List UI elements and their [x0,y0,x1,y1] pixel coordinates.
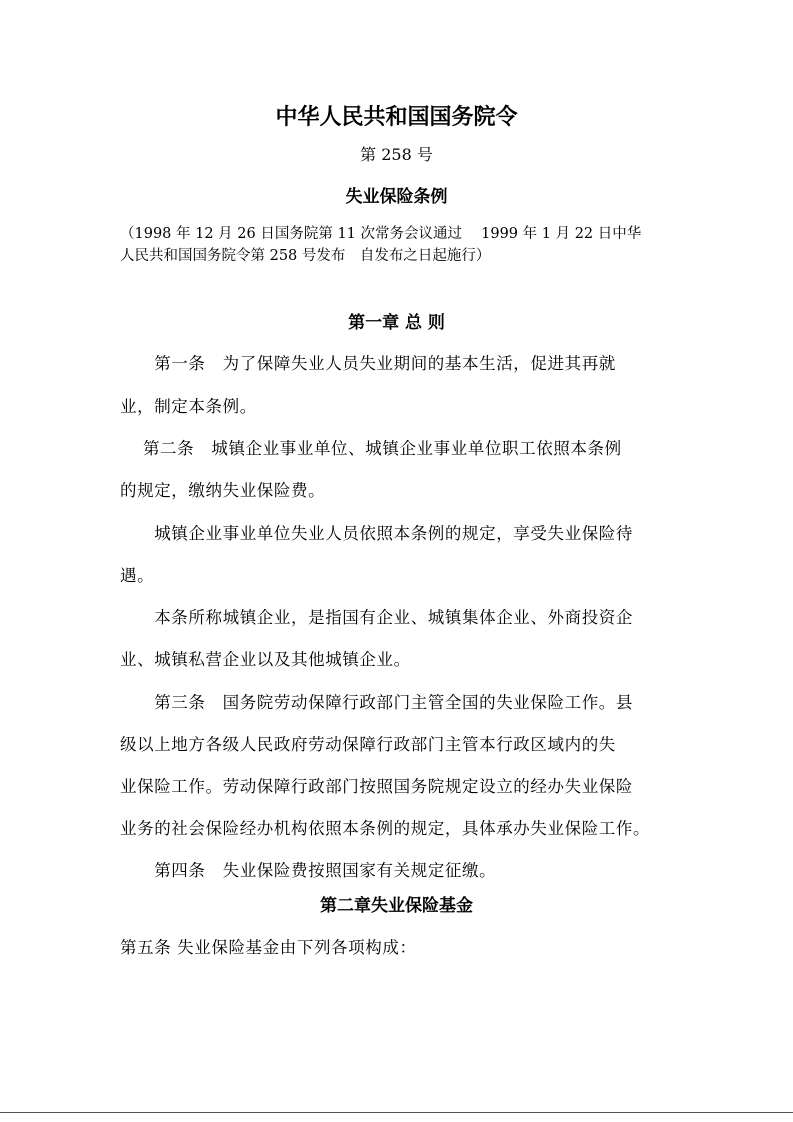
body-line: 的规定，缴纳失业保险费。 [120,481,326,500]
body-line: 第一条 为了保障失业人员失业期间的基本生活，促进其再就 [120,354,616,373]
body-line: 第二条 城镇企业事业单位、城镇企业事业单位职工依照本条例 [120,439,622,458]
document-title: 中华人民共和国国务院令 [275,105,518,130]
order-number: 第 258 号 [360,145,433,164]
body-line: 城镇企业事业单位失业人员依照本条例的规定，享受失业保险待 [120,524,633,543]
body-line: 第三条 国务院劳动保障行政部门主管全国的失业保险工作。县 [120,693,633,712]
body-line: 业务的社会保险经办机构依照本条例的规定，具体承办失业保险工作。 [120,819,651,838]
body-line: 第五条 失业保险基金由下列各项构成： [120,938,417,957]
chapter-2-heading: 第二章失业保险基金 [320,896,473,916]
body-line: 业保险工作。劳动保障行政部门按照国务院规定设立的经办失业保险 [120,777,633,796]
body-line: 遇。 [120,566,155,585]
page-bottom-rule [0,1112,793,1113]
body-line: 级以上地方各级人民政府劳动保障行政部门主管本行政区域内的失 [120,735,616,754]
body-line: 业、城镇私营企业以及其他城镇企业。 [120,650,411,669]
chapter-1-heading: 第一章 总 则 [348,313,445,333]
body-line: 第四条 失业保险费按照国家有关规定征缴。 [120,861,497,880]
regulation-title: 失业保险条例 [345,187,448,207]
adoption-note-line-1: （1998 年 12 月 26 日国务院第 11 次常务会议通过 1999 年 1 月 22 日中华 [120,226,642,242]
body-line: 业，制定本条例。 [120,397,257,416]
body-line: 本条所称城镇企业，是指国有企业、城镇集体企业、外商投资企 [120,608,633,627]
adoption-note-line-2: 人民共和国国务院令第 258 号发布 自发布之日起施行） [120,248,491,264]
